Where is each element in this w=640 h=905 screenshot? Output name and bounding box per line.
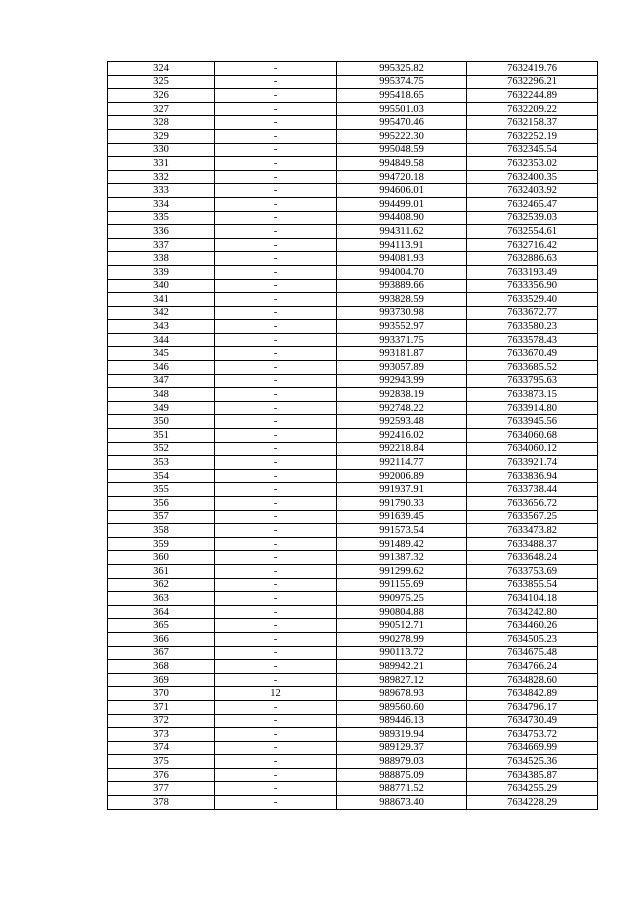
point-number-cell: 339 (108, 265, 215, 279)
marker-cell: - (215, 306, 337, 320)
x-coordinate-cell: 993371.75 (337, 333, 467, 347)
x-coordinate-cell: 995374.75 (337, 75, 467, 89)
marker-cell: - (215, 714, 337, 728)
table-row (108, 632, 598, 646)
marker-cell: - (215, 143, 337, 157)
table-row (108, 89, 598, 103)
y-coordinate-cell: 7632419.76 (467, 62, 598, 76)
point-number-cell: 330 (108, 143, 215, 157)
table-row (108, 796, 598, 810)
table-row (108, 456, 598, 470)
x-coordinate-cell: 992218.84 (337, 442, 467, 456)
table-row (108, 728, 598, 742)
table-row (108, 62, 598, 76)
x-coordinate-cell: 990512.71 (337, 619, 467, 633)
marker-cell: - (215, 592, 337, 606)
point-number-cell: 331 (108, 157, 215, 171)
point-number-cell: 376 (108, 768, 215, 782)
point-number-cell: 365 (108, 619, 215, 633)
table-row (108, 306, 598, 320)
point-number-cell: 343 (108, 320, 215, 334)
marker-cell: - (215, 497, 337, 511)
point-number-cell: 371 (108, 700, 215, 714)
y-coordinate-cell: 7634228.29 (467, 796, 598, 810)
y-coordinate-cell: 7634255.29 (467, 782, 598, 796)
x-coordinate-cell: 993889.66 (337, 279, 467, 293)
point-number-cell: 349 (108, 401, 215, 415)
point-number-cell: 354 (108, 469, 215, 483)
y-coordinate-cell: 7632252.19 (467, 129, 598, 143)
point-number-cell: 338 (108, 252, 215, 266)
point-number-cell: 337 (108, 238, 215, 252)
marker-cell: - (215, 632, 337, 646)
y-coordinate-cell: 7633648.24 (467, 551, 598, 565)
point-number-cell: 342 (108, 306, 215, 320)
y-coordinate-cell: 7633921.74 (467, 456, 598, 470)
coordinates-table (107, 61, 598, 810)
marker-cell: - (215, 728, 337, 742)
y-coordinate-cell: 7632716.42 (467, 238, 598, 252)
x-coordinate-cell: 992114.77 (337, 456, 467, 470)
x-coordinate-cell: 992943.99 (337, 374, 467, 388)
table-row (108, 116, 598, 130)
y-coordinate-cell: 7633193.49 (467, 265, 598, 279)
point-number-cell: 340 (108, 279, 215, 293)
table-row (108, 537, 598, 551)
table-row (108, 388, 598, 402)
x-coordinate-cell: 988979.03 (337, 755, 467, 769)
marker-cell: - (215, 564, 337, 578)
x-coordinate-cell: 994606.01 (337, 184, 467, 198)
y-coordinate-cell: 7634060.12 (467, 442, 598, 456)
point-number-cell: 336 (108, 225, 215, 239)
point-number-cell: 347 (108, 374, 215, 388)
point-number-cell: 324 (108, 62, 215, 76)
marker-cell: - (215, 129, 337, 143)
x-coordinate-cell: 991790.33 (337, 497, 467, 511)
table-row (108, 782, 598, 796)
y-coordinate-cell: 7634842.89 (467, 687, 598, 701)
y-coordinate-cell: 7633836.94 (467, 469, 598, 483)
point-number-cell: 356 (108, 497, 215, 511)
table-row (108, 510, 598, 524)
y-coordinate-cell: 7632296.21 (467, 75, 598, 89)
x-coordinate-cell: 995501.03 (337, 102, 467, 116)
point-number-cell: 361 (108, 564, 215, 578)
y-coordinate-cell: 7632400.35 (467, 170, 598, 184)
point-number-cell: 374 (108, 741, 215, 755)
x-coordinate-cell: 991387.32 (337, 551, 467, 565)
table-row (108, 374, 598, 388)
x-coordinate-cell: 995222.30 (337, 129, 467, 143)
table-row (108, 646, 598, 660)
point-number-cell: 372 (108, 714, 215, 728)
marker-cell: 12 (215, 687, 337, 701)
marker-cell: - (215, 551, 337, 565)
y-coordinate-cell: 7634828.60 (467, 673, 598, 687)
point-number-cell: 341 (108, 293, 215, 307)
x-coordinate-cell: 994849.58 (337, 157, 467, 171)
marker-cell: - (215, 279, 337, 293)
marker-cell: - (215, 469, 337, 483)
x-coordinate-cell: 993730.98 (337, 306, 467, 320)
marker-cell: - (215, 89, 337, 103)
y-coordinate-cell: 7632465.47 (467, 197, 598, 211)
x-coordinate-cell: 989942.21 (337, 660, 467, 674)
point-number-cell: 368 (108, 660, 215, 674)
x-coordinate-cell: 991639.45 (337, 510, 467, 524)
table-row (108, 184, 598, 198)
y-coordinate-cell: 7632539.03 (467, 211, 598, 225)
point-number-cell: 328 (108, 116, 215, 130)
x-coordinate-cell: 995325.82 (337, 62, 467, 76)
table-row (108, 197, 598, 211)
marker-cell: - (215, 537, 337, 551)
marker-cell: - (215, 116, 337, 130)
y-coordinate-cell: 7634060.68 (467, 429, 598, 443)
x-coordinate-cell: 990804.88 (337, 605, 467, 619)
marker-cell: - (215, 320, 337, 334)
x-coordinate-cell: 988771.52 (337, 782, 467, 796)
marker-cell: - (215, 238, 337, 252)
point-number-cell: 377 (108, 782, 215, 796)
point-number-cell: 326 (108, 89, 215, 103)
marker-cell: - (215, 605, 337, 619)
marker-cell: - (215, 333, 337, 347)
table-row (108, 660, 598, 674)
point-number-cell: 353 (108, 456, 215, 470)
point-number-cell: 329 (108, 129, 215, 143)
marker-cell: - (215, 75, 337, 89)
x-coordinate-cell: 989560.60 (337, 700, 467, 714)
y-coordinate-cell: 7633738.44 (467, 483, 598, 497)
y-coordinate-cell: 7633685.52 (467, 361, 598, 375)
y-coordinate-cell: 7633855.54 (467, 578, 598, 592)
table-row (108, 592, 598, 606)
x-coordinate-cell: 994004.70 (337, 265, 467, 279)
y-coordinate-cell: 7632353.02 (467, 157, 598, 171)
x-coordinate-cell: 989827.12 (337, 673, 467, 687)
marker-cell: - (215, 660, 337, 674)
x-coordinate-cell: 988673.40 (337, 796, 467, 810)
table-row (108, 768, 598, 782)
y-coordinate-cell: 7633945.56 (467, 415, 598, 429)
table-row (108, 469, 598, 483)
x-coordinate-cell: 989319.94 (337, 728, 467, 742)
y-coordinate-cell: 7633672.77 (467, 306, 598, 320)
point-number-cell: 351 (108, 429, 215, 443)
x-coordinate-cell: 992006.89 (337, 469, 467, 483)
x-coordinate-cell: 991155.69 (337, 578, 467, 592)
table-row (108, 578, 598, 592)
point-number-cell: 348 (108, 388, 215, 402)
y-coordinate-cell: 7634525.36 (467, 755, 598, 769)
table-row (108, 279, 598, 293)
point-number-cell: 327 (108, 102, 215, 116)
y-coordinate-cell: 7633753.69 (467, 564, 598, 578)
y-coordinate-cell: 7634242.80 (467, 605, 598, 619)
x-coordinate-cell: 990278.99 (337, 632, 467, 646)
x-coordinate-cell: 993057.89 (337, 361, 467, 375)
table-row (108, 333, 598, 347)
marker-cell: - (215, 782, 337, 796)
x-coordinate-cell: 993181.87 (337, 347, 467, 361)
point-number-cell: 344 (108, 333, 215, 347)
y-coordinate-cell: 7632403.92 (467, 184, 598, 198)
x-coordinate-cell: 994408.90 (337, 211, 467, 225)
x-coordinate-cell: 992593.48 (337, 415, 467, 429)
y-coordinate-cell: 7633795.63 (467, 374, 598, 388)
table-row (108, 442, 598, 456)
point-number-cell: 350 (108, 415, 215, 429)
marker-cell: - (215, 401, 337, 415)
table-row (108, 524, 598, 538)
x-coordinate-cell: 991937.91 (337, 483, 467, 497)
point-number-cell: 334 (108, 197, 215, 211)
table-row (108, 497, 598, 511)
table-row (108, 564, 598, 578)
y-coordinate-cell: 7633670.49 (467, 347, 598, 361)
point-number-cell: 364 (108, 605, 215, 619)
marker-cell: - (215, 211, 337, 225)
table-row (108, 700, 598, 714)
table-row (108, 687, 598, 701)
marker-cell: - (215, 415, 337, 429)
point-number-cell: 335 (108, 211, 215, 225)
y-coordinate-cell: 7634505.23 (467, 632, 598, 646)
table-row (108, 75, 598, 89)
marker-cell: - (215, 102, 337, 116)
x-coordinate-cell: 995470.46 (337, 116, 467, 130)
marker-cell: - (215, 361, 337, 375)
y-coordinate-cell: 7633488.37 (467, 537, 598, 551)
point-number-cell: 369 (108, 673, 215, 687)
marker-cell: - (215, 510, 337, 524)
y-coordinate-cell: 7633873.15 (467, 388, 598, 402)
x-coordinate-cell: 994311.62 (337, 225, 467, 239)
x-coordinate-cell: 994081.93 (337, 252, 467, 266)
y-coordinate-cell: 7632886.63 (467, 252, 598, 266)
y-coordinate-cell: 7633529.40 (467, 293, 598, 307)
table-row (108, 170, 598, 184)
y-coordinate-cell: 7634730.49 (467, 714, 598, 728)
table-row (108, 238, 598, 252)
marker-cell: - (215, 184, 337, 198)
table-row (108, 741, 598, 755)
marker-cell: - (215, 374, 337, 388)
table-row (108, 415, 598, 429)
point-number-cell: 370 (108, 687, 215, 701)
x-coordinate-cell: 991299.62 (337, 564, 467, 578)
table-row (108, 347, 598, 361)
point-number-cell: 375 (108, 755, 215, 769)
marker-cell: - (215, 388, 337, 402)
table-row (108, 225, 598, 239)
point-number-cell: 325 (108, 75, 215, 89)
marker-cell: - (215, 293, 337, 307)
marker-cell: - (215, 225, 337, 239)
table-row (108, 143, 598, 157)
y-coordinate-cell: 7632158.37 (467, 116, 598, 130)
y-coordinate-cell: 7632244.89 (467, 89, 598, 103)
y-coordinate-cell: 7634385.87 (467, 768, 598, 782)
y-coordinate-cell: 7633656.72 (467, 497, 598, 511)
table-row (108, 714, 598, 728)
x-coordinate-cell: 995048.59 (337, 143, 467, 157)
marker-cell: - (215, 796, 337, 810)
marker-cell: - (215, 347, 337, 361)
table-row (108, 673, 598, 687)
x-coordinate-cell: 990113.72 (337, 646, 467, 660)
point-number-cell: 352 (108, 442, 215, 456)
table-row (108, 129, 598, 143)
marker-cell: - (215, 456, 337, 470)
point-number-cell: 363 (108, 592, 215, 606)
point-number-cell: 378 (108, 796, 215, 810)
point-number-cell: 333 (108, 184, 215, 198)
y-coordinate-cell: 7634460.26 (467, 619, 598, 633)
x-coordinate-cell: 991489.42 (337, 537, 467, 551)
x-coordinate-cell: 993552.97 (337, 320, 467, 334)
x-coordinate-cell: 990975.25 (337, 592, 467, 606)
y-coordinate-cell: 7634669.99 (467, 741, 598, 755)
marker-cell: - (215, 62, 337, 76)
y-coordinate-cell: 7633580.23 (467, 320, 598, 334)
point-number-cell: 366 (108, 632, 215, 646)
y-coordinate-cell: 7633473.82 (467, 524, 598, 538)
y-coordinate-cell: 7632209.22 (467, 102, 598, 116)
table-row (108, 320, 598, 334)
marker-cell: - (215, 524, 337, 538)
marker-cell: - (215, 755, 337, 769)
y-coordinate-cell: 7634753.72 (467, 728, 598, 742)
marker-cell: - (215, 197, 337, 211)
y-coordinate-cell: 7634104.18 (467, 592, 598, 606)
point-number-cell: 358 (108, 524, 215, 538)
point-number-cell: 373 (108, 728, 215, 742)
marker-cell: - (215, 170, 337, 184)
document-page (107, 61, 597, 810)
point-number-cell: 345 (108, 347, 215, 361)
table-row (108, 401, 598, 415)
y-coordinate-cell: 7632345.54 (467, 143, 598, 157)
x-coordinate-cell: 992416.02 (337, 429, 467, 443)
x-coordinate-cell: 994499.01 (337, 197, 467, 211)
table-row (108, 483, 598, 497)
point-number-cell: 346 (108, 361, 215, 375)
marker-cell: - (215, 768, 337, 782)
x-coordinate-cell: 989129.37 (337, 741, 467, 755)
point-number-cell: 362 (108, 578, 215, 592)
x-coordinate-cell: 989446.13 (337, 714, 467, 728)
x-coordinate-cell: 994720.18 (337, 170, 467, 184)
y-coordinate-cell: 7633356.90 (467, 279, 598, 293)
marker-cell: - (215, 646, 337, 660)
marker-cell: - (215, 619, 337, 633)
point-number-cell: 359 (108, 537, 215, 551)
table-row (108, 252, 598, 266)
marker-cell: - (215, 578, 337, 592)
y-coordinate-cell: 7634675.48 (467, 646, 598, 660)
x-coordinate-cell: 995418.65 (337, 89, 467, 103)
y-coordinate-cell: 7633578.43 (467, 333, 598, 347)
point-number-cell: 332 (108, 170, 215, 184)
table-row (108, 429, 598, 443)
marker-cell: - (215, 429, 337, 443)
table-row (108, 605, 598, 619)
point-number-cell: 367 (108, 646, 215, 660)
table-row (108, 551, 598, 565)
marker-cell: - (215, 157, 337, 171)
marker-cell: - (215, 673, 337, 687)
x-coordinate-cell: 991573.54 (337, 524, 467, 538)
x-coordinate-cell: 992748.22 (337, 401, 467, 415)
marker-cell: - (215, 252, 337, 266)
y-coordinate-cell: 7634766.24 (467, 660, 598, 674)
marker-cell: - (215, 741, 337, 755)
x-coordinate-cell: 994113.91 (337, 238, 467, 252)
x-coordinate-cell: 993828.59 (337, 293, 467, 307)
point-number-cell: 357 (108, 510, 215, 524)
table-row (108, 755, 598, 769)
table-row (108, 265, 598, 279)
table-row (108, 157, 598, 171)
y-coordinate-cell: 7632554.61 (467, 225, 598, 239)
table-row (108, 293, 598, 307)
marker-cell: - (215, 442, 337, 456)
table-row (108, 211, 598, 225)
table-row (108, 102, 598, 116)
marker-cell: - (215, 700, 337, 714)
table-row (108, 619, 598, 633)
x-coordinate-cell: 989678.93 (337, 687, 467, 701)
point-number-cell: 355 (108, 483, 215, 497)
point-number-cell: 360 (108, 551, 215, 565)
x-coordinate-cell: 992838.19 (337, 388, 467, 402)
y-coordinate-cell: 7633914.80 (467, 401, 598, 415)
table-row (108, 361, 598, 375)
table-body (108, 62, 598, 810)
marker-cell: - (215, 483, 337, 497)
y-coordinate-cell: 7633567.25 (467, 510, 598, 524)
marker-cell: - (215, 265, 337, 279)
y-coordinate-cell: 7634796.17 (467, 700, 598, 714)
x-coordinate-cell: 988875.09 (337, 768, 467, 782)
